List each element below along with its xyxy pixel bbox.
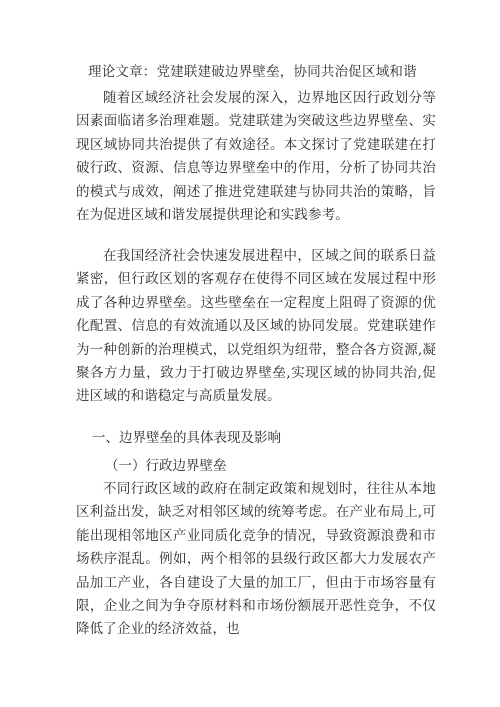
- intro-paragraph: 在我国经济社会快速发展进程中，区域之间的联系日益紧密，但行政区划的客观存在使得不同区域在发展过程中形成了各种边界壁垒。这些壁垒在一定程度上阻碍了资源的优化配置、信息的有效流通以及区域的协同发展。党建联建作为一种创新的治理模式，以党组织为纽带，整合各方资源,凝聚各方力量，致力于打破边界壁垒,实现区域的协同共治,促进区域的和谐稳定与高质量发展。: [76, 248, 436, 405]
- document-title: 理论文章：党建联建破边界壁垒，协同共治促区域和谐: [88, 64, 417, 80]
- subsection-heading: （一）行政边界壁垒: [105, 458, 227, 474]
- abstract-paragraph: 随着区域经济社会发展的深入，边界地区因行政划分等因素面临诸多治理难题。党建联建为突破这些边界壁垒、实现区域协同共治提供了有效途径。本文探讨了党建联建在打破行政、资源、信息等边界壁垒中的作用，分析了协同共治的模式与成效，阐述了推进党建联建与协同共治的策略，旨在为促进区域和谐发展提供理论和实践参考。: [76, 90, 436, 224]
- body-paragraph: 不同行政区域的政府在制定政策和规划时，往往从本地区利益出发，缺乏对相邻区域的统筹考虑。在产业布局上,可能出现相邻地区产业同质化竞争的情况，导致资源浪费和市场秩序混乱。例如，两个相邻的县级行政区都大力发展农产品加工产业，各自建设了大量的加工厂，但由于市场容量有限，企业之间为争夺原材料和市场份额展开恶性竞争，不仅降低了企业的经济效益，也: [76, 481, 436, 638]
- section-heading: 一、边界壁垒的具体表现及影响: [92, 430, 281, 446]
